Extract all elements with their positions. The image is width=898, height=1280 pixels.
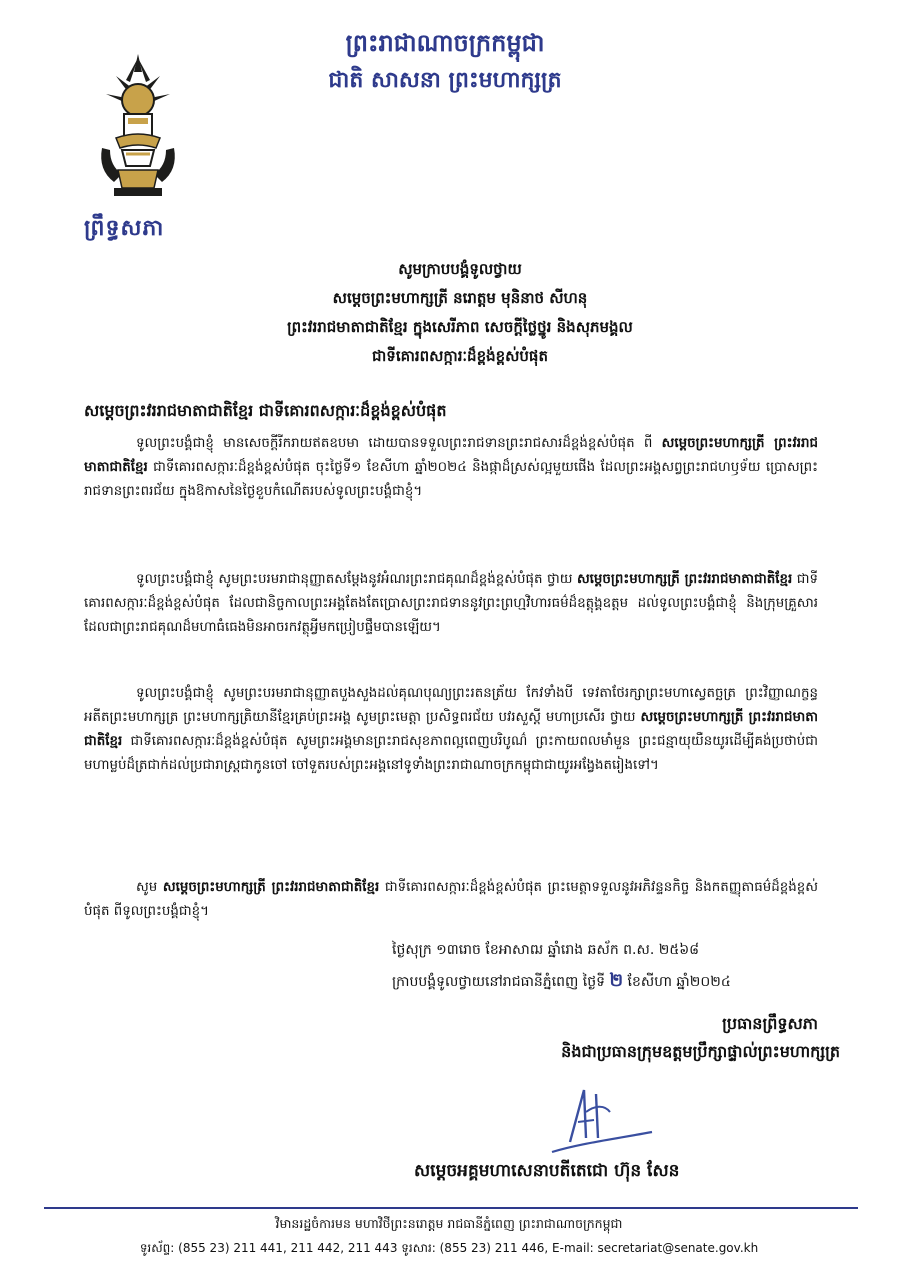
- salutation: សម្តេចព្រះវររាជមាតាជាតិខ្មែរ ជាទីគោរពសក្ការៈដ៏ខ្ពង់ខ្ពស់បំផុត: [84, 401, 447, 420]
- paragraph-text: ជាទីគោរពសក្ការៈដ៏ខ្ពង់ខ្ពស់បំផុត ព្រះមេត្តាទទួលនូវអភិវន្ទនកិច្ច និងកតញ្ញុតាធម៌ដ៏ខ្ពង់ខ្ពស់បំផុត ពីទូលព្រះបង្គំជាខ្ញុំ។: [84, 880, 819, 919]
- fax-email: (855 23) 211 446, E-mail: secretariat@senate.gov.kh: [439, 1241, 759, 1255]
- addressee-line: សូមក្រាបបង្គំទូលថ្វាយ: [398, 260, 522, 278]
- signer-title-secondary: និងជាប្រធានក្រុមឧត្តមប្រឹក្សាផ្ទាល់ព្រះមហាក្សត្រ: [561, 1042, 840, 1061]
- lunar-date: ថ្ងៃសុក្រ ១៣រោច ខែអាសាឍ ឆ្នាំរោង ឆស័ក ព.ស. ២៥៦៨: [392, 942, 700, 958]
- body-paragraph: [84, 568, 818, 640]
- paragraph-emphasis: សម្តេចព្រះមហាក្សត្រី ព្រះវររាជមាតាជាតិខ្មែរ: [576, 572, 793, 587]
- addressee-line: ព្រះវររាជមាតាជាតិខ្មែរ ក្នុងសេរីភាព សេចក្តីថ្លៃថ្នូរ និងសុភមង្គល: [287, 318, 633, 336]
- paragraph-emphasis: សម្តេចព្រះមហាក្សត្រី ព្រះវររាជមាតាជាតិខ្មែរ: [162, 880, 380, 895]
- paragraph-text: ទូលព្រះបង្គំជាខ្ញុំ សូមព្រះបរមរាជានុញ្ញាតបួងសួងដល់គុណបុណ្យព្រះរតនត្រ័យ កែវទាំងបី ទេវតាថែរក្សាព្រះមហាស្វេតច្ឆត្រ ព្រះវិញ្ញាណក្ខន្ធអតីតព្រះមហាក្សត្រ ព្រះមហាក្សត្រិយានីខ្មែរគ្រប់ព្រះអង្គ សូមព្រះមេត្តា ប្រសិទ្ធពរជ័យ បវរសួស្តី មហាប្រសើរ ថ្វាយ: [84, 686, 818, 725]
- place-date-prefix: ក្រាបបង្គំទូលថ្វាយនៅរាជធានីភ្នំពេញ ថ្ងៃទី: [392, 974, 606, 990]
- addressee-block: [180, 255, 740, 371]
- kingdom-heading: ព្រះរាជាណាចក្រកម្ពុជា: [345, 29, 545, 57]
- phone-label: ទូរស័ព្ទ:: [139, 1241, 175, 1255]
- handwritten-signature: [548, 1082, 658, 1160]
- paragraph-text: ទូលព្រះបង្គំជាខ្ញុំ មានសេចក្តីរីករាយឥតឧបមា ដោយបានទទួលព្រះរាជទានព្រះរាជសារដ៏ខ្ពង់ខ្ពស់បំផុត ពី: [136, 436, 653, 451]
- footer-address: វិមានរដ្ឋចំការមន មហាវិថីព្រះនរោត្តម រាជធានីភ្នំពេញ ព្រះរាជាណាចក្រកម្ពុជា: [275, 1216, 623, 1231]
- paragraph-text: ជាទីគោរពសក្ការៈដ៏ខ្ពង់ខ្ពស់បំផុត ចុះថ្ងៃទី១ ខែសីហា ឆ្នាំ២០២៤ និងផ្កាដ៏ស្រស់ល្អមួយផើង ដែលព្រះអង្គសព្វព្រះរាជហឫទ័យ ប្រោសព្រះរាជទានព្រះពរជ័យ ក្នុងឱកាសនៃថ្ងៃខួបកំណើតរបស់ទូលព្រះបង្គំជាខ្ញុំ។: [84, 460, 818, 499]
- institution-name: ព្រឹទ្ធសភា: [84, 216, 165, 241]
- footer-contact: [0, 1240, 898, 1258]
- place-date-suffix: ខែសីហា ឆ្នាំ២០២៤: [627, 974, 731, 990]
- addressee-line: ជាទីគោរពសក្ការៈដ៏ខ្ពង់ខ្ពស់បំផុត: [372, 347, 548, 365]
- body-paragraph: [84, 682, 818, 778]
- senate-emblem-icon: [96, 50, 180, 200]
- body-paragraph: [84, 876, 818, 924]
- paragraph-text: ទូលព្រះបង្គំជាខ្ញុំ សូមព្រះបរមរាជានុញ្ញាតសម្តែងនូវអំណរព្រះរាជគុណដ៏ខ្ពង់ខ្ពស់បំផុត ថ្វាយ: [136, 572, 573, 587]
- handwritten-day: ២: [609, 970, 624, 991]
- signer-name: សម្តេចអគ្គមហាសេនាបតីតេជោ ហ៊ុន សែន: [414, 1161, 680, 1181]
- place-date: [392, 968, 731, 995]
- phone-numbers: (855 23) 211 441, 211 442, 211 443: [178, 1241, 398, 1255]
- paragraph-emphasis: សម្តេចព្រះមហាក្សត្រី ព្រះវររាជមាតាជាតិខ្មែរ: [84, 710, 818, 749]
- paragraph-text: សូម: [136, 880, 158, 895]
- fax-label: ទូរសារ:: [401, 1241, 436, 1255]
- paragraph-emphasis: សម្តេចព្រះមហាក្សត្រី ព្រះវររាជមាតាជាតិខ្មែរ: [84, 436, 818, 475]
- national-motto: ជាតិ សាសនា ព្រះមហាក្សត្រ: [328, 68, 562, 93]
- body-paragraph: [84, 432, 818, 504]
- signer-title: ប្រធានព្រឹទ្ធសភា: [722, 1014, 818, 1033]
- addressee-line: សម្តេចព្រះមហាក្សត្រី នរោត្តម មុនិនាថ សីហនុ: [332, 289, 588, 307]
- footer-divider: [44, 1207, 858, 1209]
- paragraph-text: ជាទីគោរពសក្ការៈដ៏ខ្ពង់ខ្ពស់បំផុត ដែលជានិច្ចកាលព្រះអង្គតែងតែប្រោសព្រះរាជទាននូវព្រះព្រហ្មវិហារធម៌ដ៏ឧត្តុង្គឧត្តម ដល់ទូលព្រះបង្គំជាខ្ញុំ និងក្រុមគ្រួសារ ដែលជាព្រះរាជគុណដ៏មហាធំធេងមិនអាចរកវត្ថុអ្វីមកប្រៀបផ្ទឹមបានឡើយ។: [84, 572, 818, 635]
- paragraph-text: ជាទីគោរពសក្ការៈដ៏ខ្ពង់ខ្ពស់បំផុត សូមព្រះអង្គមានព្រះរាជសុខភាពល្អពេញបរិបូណ៌ ព្រះកាយពលមាំមួន ព្រះជន្មាយុយឺនយូរដើម្បីគង់ប្រថាប់ជាមហាម្លប់ដ៏ត្រជាក់ដល់ប្រជារាស្ត្រជាកូនចៅ ចៅទួតរបស់ព្រះអង្គនៅទូទាំងព្រះរាជាណាចក្រកម្ពុជាជាយូរអង្វែងតរៀងទៅ។: [84, 734, 818, 773]
